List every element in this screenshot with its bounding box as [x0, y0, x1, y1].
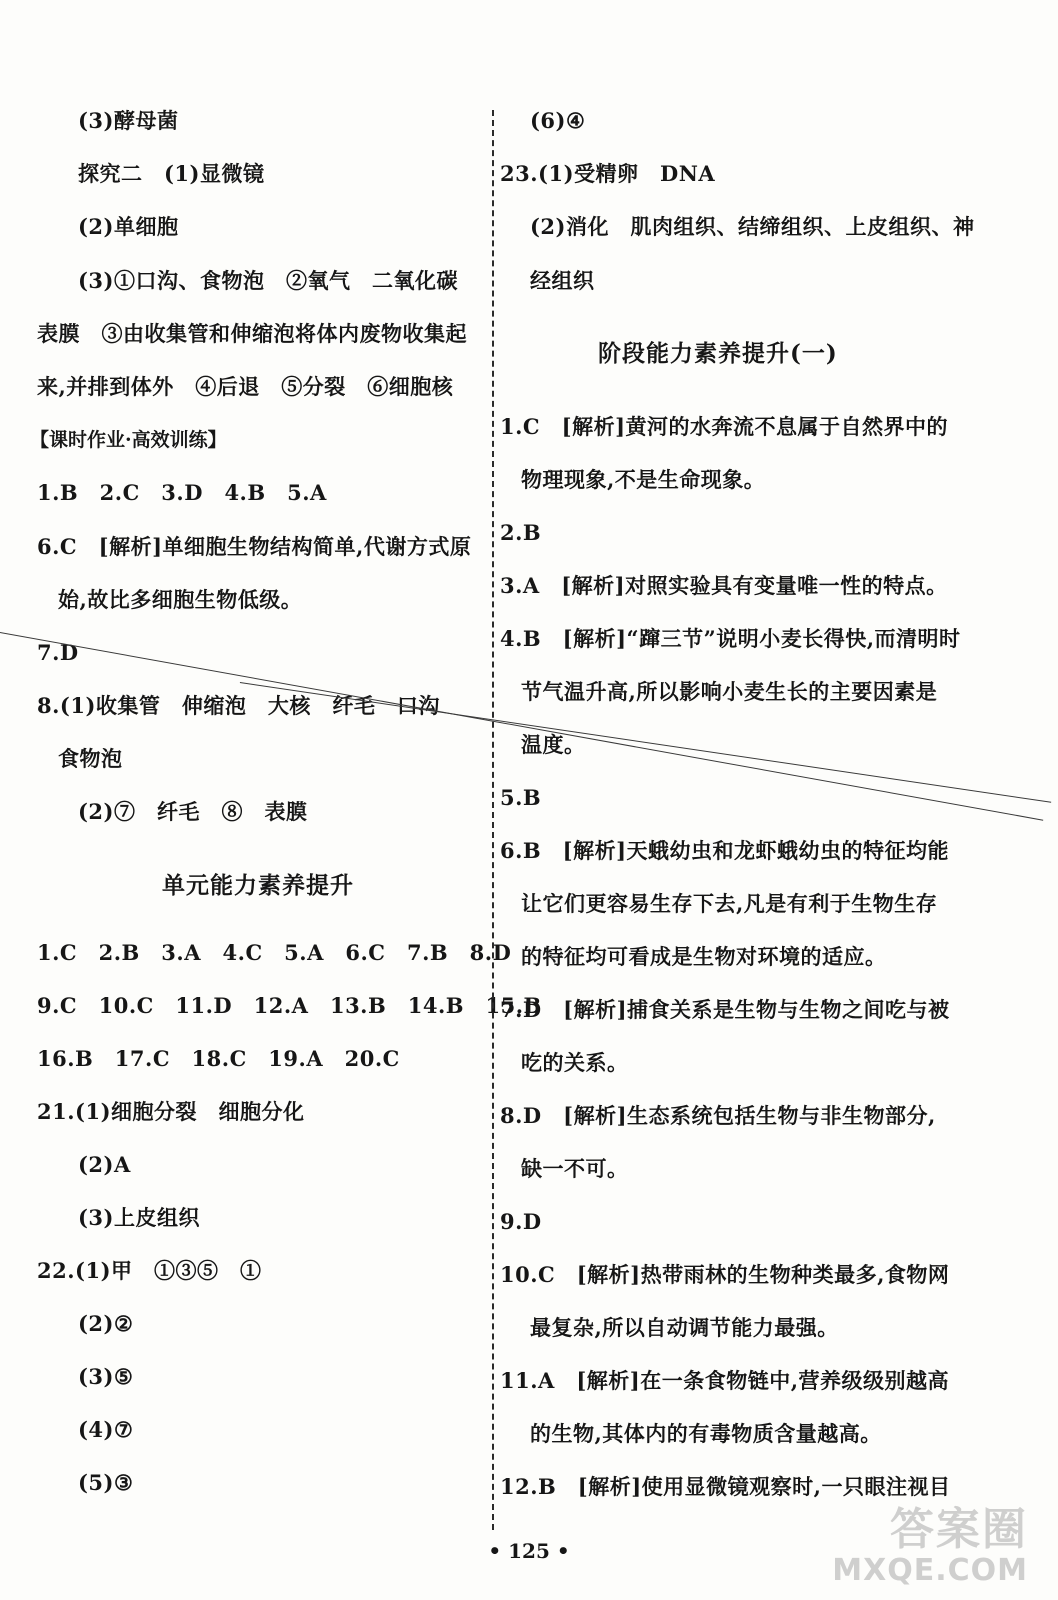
text-line: 16.B 17.C 18.C 19.A 20.C	[37, 1046, 400, 1071]
text-line: 11.A [解析]在一条食物链中,营养级级别越高	[500, 1368, 950, 1393]
text-line: 表膜 ③由收集管和伸缩泡将体内废物收集起	[37, 321, 467, 346]
text-line: 节气温升高,所以影响小麦生长的主要因素是	[521, 679, 938, 704]
text-line: 4.B [解析]“蹿三节”说明小麦长得快,而清明时	[500, 626, 961, 651]
text-line: 的生物,其体内的有毒物质含量越高。	[530, 1421, 882, 1446]
page-number: • 125 •	[488, 1539, 570, 1563]
watermark-url: MXQE.COM	[832, 1553, 1028, 1588]
text-line: 1.C [解析]黄河的水奔流不息属于自然界中的	[500, 414, 949, 439]
text-line: 1.B 2.C 3.D 4.B 5.A	[37, 480, 327, 505]
text-line: 9.C 10.C 11.D 12.A 13.B 14.B 15.B	[37, 993, 542, 1018]
text-line: 探究二 (1)显微镜	[78, 161, 265, 186]
watermark-text: 答案圈	[890, 1504, 1028, 1555]
text-line: 6.C [解析]单细胞生物结构简单,代谢方式原	[37, 534, 472, 559]
text-line: 经组织	[530, 268, 595, 293]
text-line: 10.C [解析]热带雨林的生物种类最多,食物网	[500, 1262, 950, 1287]
section-heading: 单元能力素养提升	[162, 872, 354, 899]
text-line: 22.(1)甲 ①③⑤ ①	[37, 1258, 262, 1283]
text-line: 3.A [解析]对照实验具有变量唯一性的特点。	[500, 573, 948, 598]
text-line: (3)①口沟、食物泡 ②氧气 二氧化碳	[78, 268, 458, 293]
text-line: 8.(1)收集管 伸缩泡 大核 纤毛 口沟	[37, 693, 440, 718]
text-line: (6)④	[530, 108, 586, 133]
text-line: 始,故比多细胞生物低级。	[58, 587, 303, 612]
text-line: (2)单细胞	[78, 214, 179, 239]
text-line: 2.B	[500, 520, 542, 545]
text-line: 6.B [解析]天蛾幼虫和龙虾蛾幼虫的特征均能	[500, 838, 950, 863]
text-line: (2)②	[78, 1311, 134, 1336]
text-line: 最复杂,所以自动调节能力最强。	[530, 1315, 839, 1340]
text-line: (2)消化 肌肉组织、结缔组织、上皮组织、神	[530, 214, 975, 239]
text-line: (5)③	[78, 1470, 134, 1495]
text-line: 吃的关系。	[521, 1050, 629, 1075]
text-line: 温度。	[521, 732, 586, 757]
text-line: 9.D	[500, 1209, 542, 1234]
text-line: 的特征均可看成是生物对环境的适应。	[521, 944, 887, 969]
text-line: 物理现象,不是生命现象。	[521, 467, 766, 492]
text-line: (2)A	[78, 1152, 131, 1177]
text-line: 来,并排到体外 ④后退 ⑤分裂 ⑥细胞核	[37, 374, 454, 399]
text-line: 5.B	[500, 785, 542, 810]
text-line: (3)⑤	[78, 1364, 134, 1389]
section-label: 【课时作业·高效训练】	[30, 429, 227, 451]
text-line: 让它们更容易生存下去,凡是有利于生物生存	[521, 891, 938, 916]
text-line: 1.C 2.B 3.A 4.C 5.A 6.C 7.B 8.D	[37, 940, 512, 965]
text-line: 7.D [解析]捕食关系是生物与生物之间吃与被	[500, 997, 950, 1022]
section-heading: 阶段能力素养提升(一)	[598, 340, 838, 367]
text-line: 12.B [解析]使用显微镜观察时,一只眼注视目	[500, 1474, 951, 1499]
column-divider	[492, 110, 494, 1530]
text-line: 缺一不可。	[521, 1156, 629, 1181]
watermark-logo	[832, 1504, 1028, 1588]
text-line: 23.(1)受精卵 DNA	[500, 161, 716, 186]
text-line: 食物泡	[58, 746, 123, 771]
text-line: (3)上皮组织	[78, 1205, 200, 1230]
text-line: (2)⑦ 纤毛 ⑧ 表膜	[78, 799, 308, 824]
text-line: 8.D [解析]生态系统包括生物与非生物部分,	[500, 1103, 936, 1128]
text-line: (4)⑦	[78, 1417, 134, 1442]
text-line: 21.(1)细胞分裂 细胞分化	[37, 1099, 305, 1124]
text-line: (3)酵母菌	[78, 108, 179, 133]
text-line: 7.D	[37, 640, 79, 665]
